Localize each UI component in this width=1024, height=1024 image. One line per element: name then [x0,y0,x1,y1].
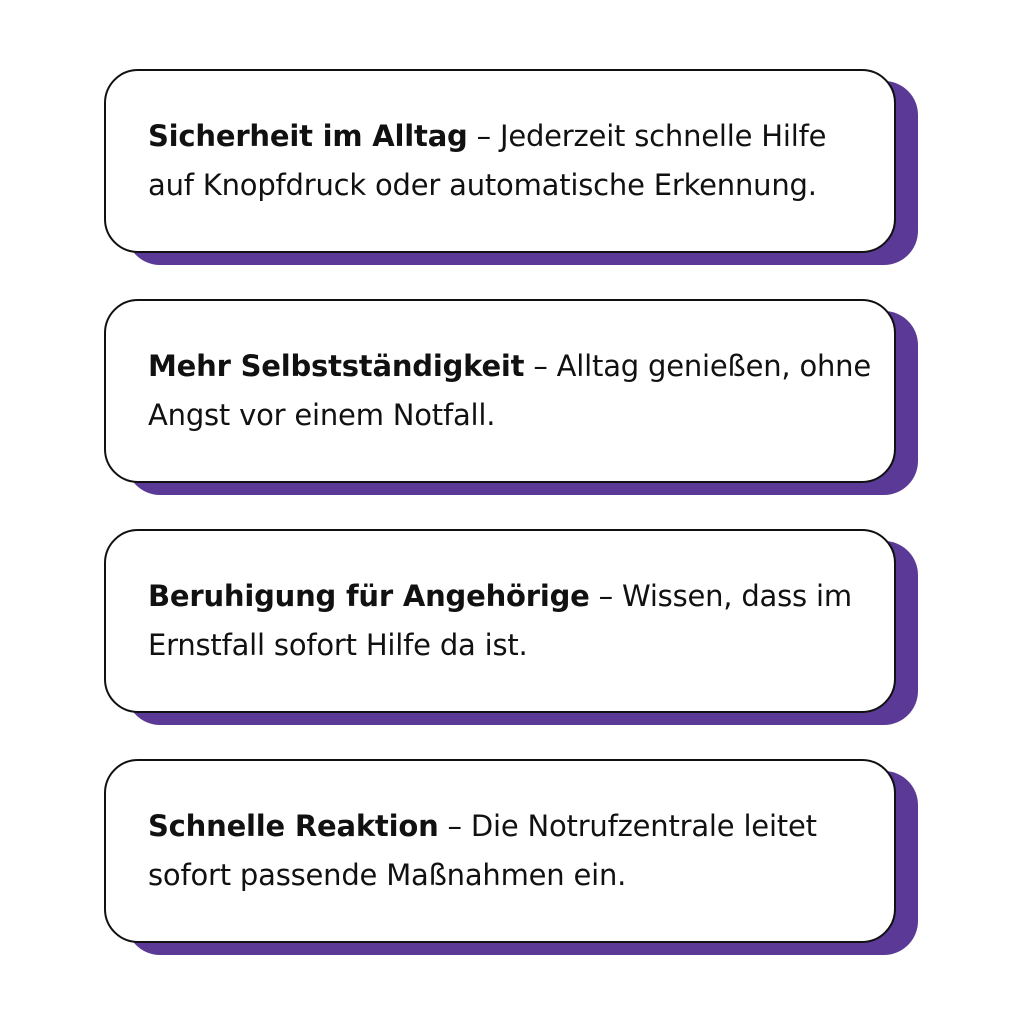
card-title: Schnelle Reaktion [148,809,439,843]
card-description: – Wissen, dass im Ernstfall sofort Hilfe da ist. [148,579,852,662]
benefit-card-relatives [104,529,896,713]
card-title: Mehr Selbstständigkeit [148,349,525,383]
card-text [148,572,874,670]
benefit-card-independence [104,299,896,483]
card-description: – Jederzeit schnelle Hilfe auf Knopfdruck oder automatische Erkennung. [148,119,827,202]
card-text [148,112,874,210]
card-description: – Alltag genießen, ohne Angst vor einem Notfall. [148,349,871,432]
card-text [148,342,874,440]
card-description: – Die Notrufzentrale leitet sofort passende Maßnahmen ein. [148,809,817,892]
benefit-card-reaction [104,759,896,943]
benefit-card-safety [104,69,896,253]
card-title: Sicherheit im Alltag [148,119,468,153]
card-body [104,69,896,253]
card-body [104,299,896,483]
card-text [148,802,874,900]
card-title: Beruhigung für Angehörige [148,579,590,613]
card-body [104,759,896,943]
card-body [104,529,896,713]
